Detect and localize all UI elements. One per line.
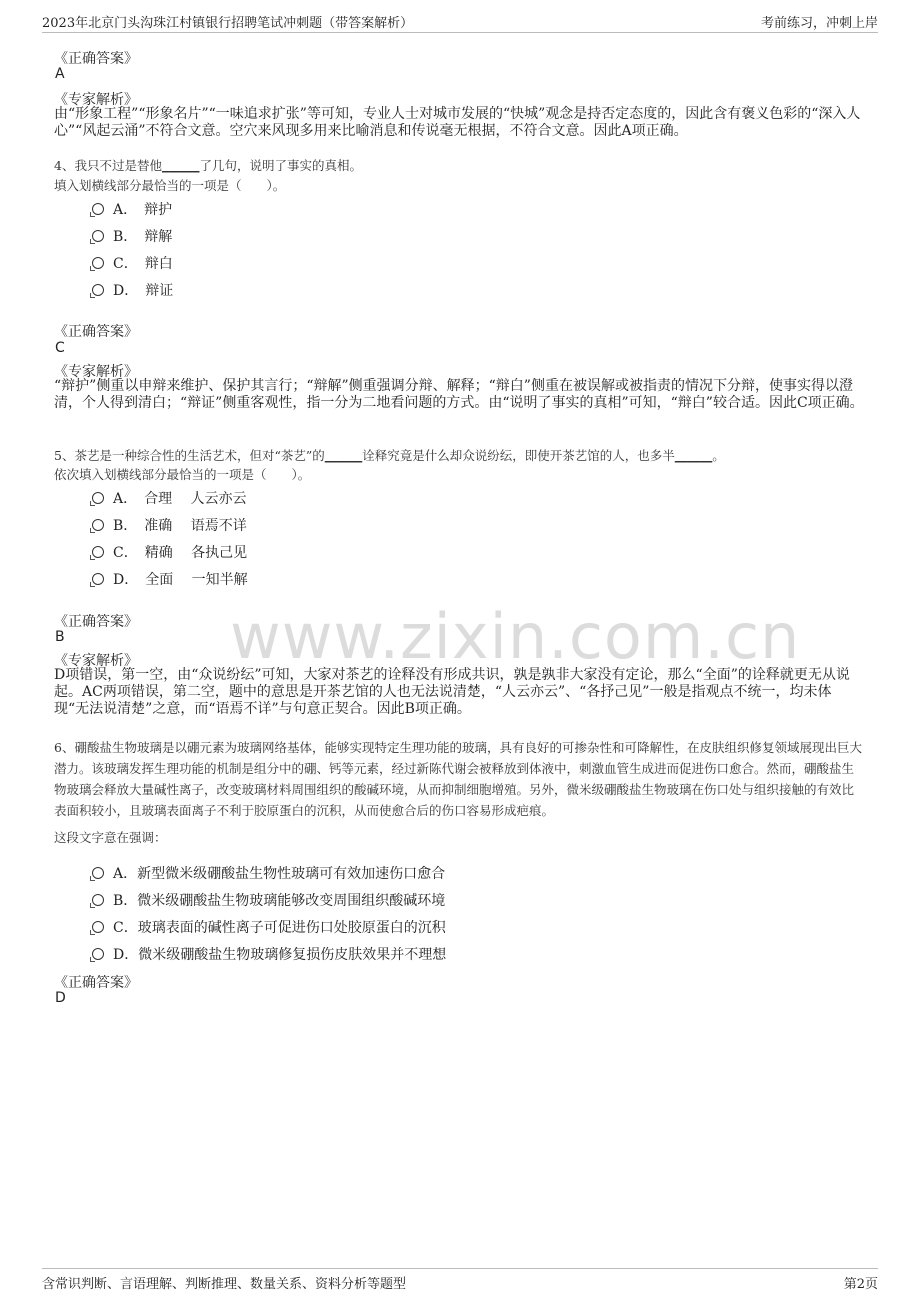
option-c[interactable]: C． 辩白 [92,253,173,273]
option-c[interactable]: C．玻璃表面的碱性离子可促进伤口处胶原蛋白的沉积 [92,917,446,937]
option-d[interactable]: D．微米级硼酸盐生物玻璃修复损伤皮肤效果并不理想 [92,944,446,964]
radio-icon[interactable] [92,257,104,269]
explanation-text: “辩护”侧重以申辩来维护、保护其言行；“辩解”侧重强调分辩、解释；“辩白”侧重在被误解或被指责的情况下分辩，使事实得以澄清，个人得到清白；“辩证”侧重客观性，指一分为二地看问题的方式。由“说明了事实的真相”可知，“辩白”较合适。因此C项正确。 [54,378,864,411]
option-a[interactable]: A． 辩护 [92,199,172,219]
question-stem: 4、我只不过是替他______了几句，说明了事实的真相。 [54,158,362,173]
option-a[interactable]: A． 合理 人云亦云 [92,488,247,508]
radio-icon[interactable] [92,948,104,960]
question-prompt: 填入划横线部分最恰当的一项是（ ）。 [54,178,286,193]
answer-label: 《正确答案》 [54,324,138,340]
page-header [42,10,878,33]
radio-icon[interactable] [92,203,104,215]
answer-label: 《正确答案》 [54,51,138,67]
question-prompt: 依次填入划横线部分最恰当的一项是（ ）。 [54,467,311,482]
answer-value: C [55,340,65,356]
answer-value: B [55,629,65,645]
radio-icon[interactable] [92,519,104,531]
header-slogan: 考前练习，冲刺上岸 [760,16,878,31]
option-d[interactable]: D． 辩证 [92,280,173,300]
answer-label: 《正确答案》 [54,614,138,630]
radio-icon[interactable] [92,573,104,585]
explanation-label: 《专家解析》 [54,92,138,108]
page-footer [42,1268,878,1293]
option-d[interactable]: D． 全面 一知半解 [92,569,248,589]
question-passage: 6、硼酸盐生物玻璃是以硼元素为玻璃网络基体，能够实现特定生理功能的玻璃，具有良好的可掺杂性和可降解性，在皮肤组织修复领域展现出巨大潜力。该玻璃发挥生理功能的机制是组分中的硼、钙等元素，经过新陈代谢会被释放到体液中，刺激血管生成进而促进伤口愈合。然而，硼酸盐生物玻璃会释放大量碱性离子，改变玻璃材料周围组织的酸碱环境，从而抑制细胞增殖。另外，微米级硼酸盐生物玻璃在伤口处与组织接触的有效比表面积较小，且玻璃表面离子不利于胶原蛋白的沉积，从而使愈合后的伤口容易形成疤痕。 [54,740,862,818]
option-c[interactable]: C． 精确 各执己见 [92,542,247,562]
radio-icon[interactable] [92,492,104,504]
explanation-label: 《专家解析》 [54,653,138,669]
explanation-label: 《专家解析》 [54,364,138,380]
page-number: 第2页 [843,1277,878,1292]
answer-value: A [55,66,65,82]
option-a[interactable]: A．新型微米级硼酸盐生物性玻璃可有效加速伤口愈合 [92,863,445,883]
answer-value: D [55,990,66,1006]
radio-icon[interactable] [92,894,104,906]
radio-icon[interactable] [92,921,104,933]
radio-icon[interactable] [92,546,104,558]
radio-icon[interactable] [92,284,104,296]
explanation-text: D项错误，第一空，由“众说纷纭”可知，大家对茶艺的诠释没有形成共识，孰是孰非大家没有定论，那么“全面”的诠释就更无从说起。AC两项错误，第二空，题中的意思是开茶艺馆的人也无法说清楚，“人云亦云”、“各抒己见”一般是指观点不统一，均未体现“无法说清楚”之意，而“语焉不详”与句意正契合。因此B项正确。 [54,667,850,717]
explanation-text: 由“形象工程”“形象名片”“一味追求扩张”等可知，专业人士对城市发展的“快城”观念是持否定态度的，因此含有褒义色彩的“深入人心”“风起云涌”不符合文意。空穴来风现多用来比喻消息和传说毫无根据，不符合文意。因此A项正确。 [54,106,861,139]
document-title: 2023年北京门头沟珠江村镇银行招聘笔试冲刺题（带答案解析） [42,16,414,31]
footer-categories: 含常识判断、言语理解、判断推理、数量关系、资料分析等题型 [42,1277,407,1292]
radio-icon[interactable] [92,230,104,242]
answer-label: 《正确答案》 [54,975,138,991]
question-stem: 5、茶艺是一种综合性的生活艺术，但对“茶艺”的______诠释究竟是什么却众说纷纭，即使开茶艺馆的人，也多半______。 [54,448,725,463]
option-b[interactable]: B．微米级硼酸盐生物玻璃能够改变周围组织酸碱环境 [92,890,445,910]
question-prompt: 这段文字意在强调： [54,830,167,845]
radio-icon[interactable] [92,867,104,879]
watermark: www.zixin.com.cn [230,600,801,673]
option-b[interactable]: B． 准确 语焉不详 [92,515,247,535]
option-b[interactable]: B． 辩解 [92,226,172,246]
